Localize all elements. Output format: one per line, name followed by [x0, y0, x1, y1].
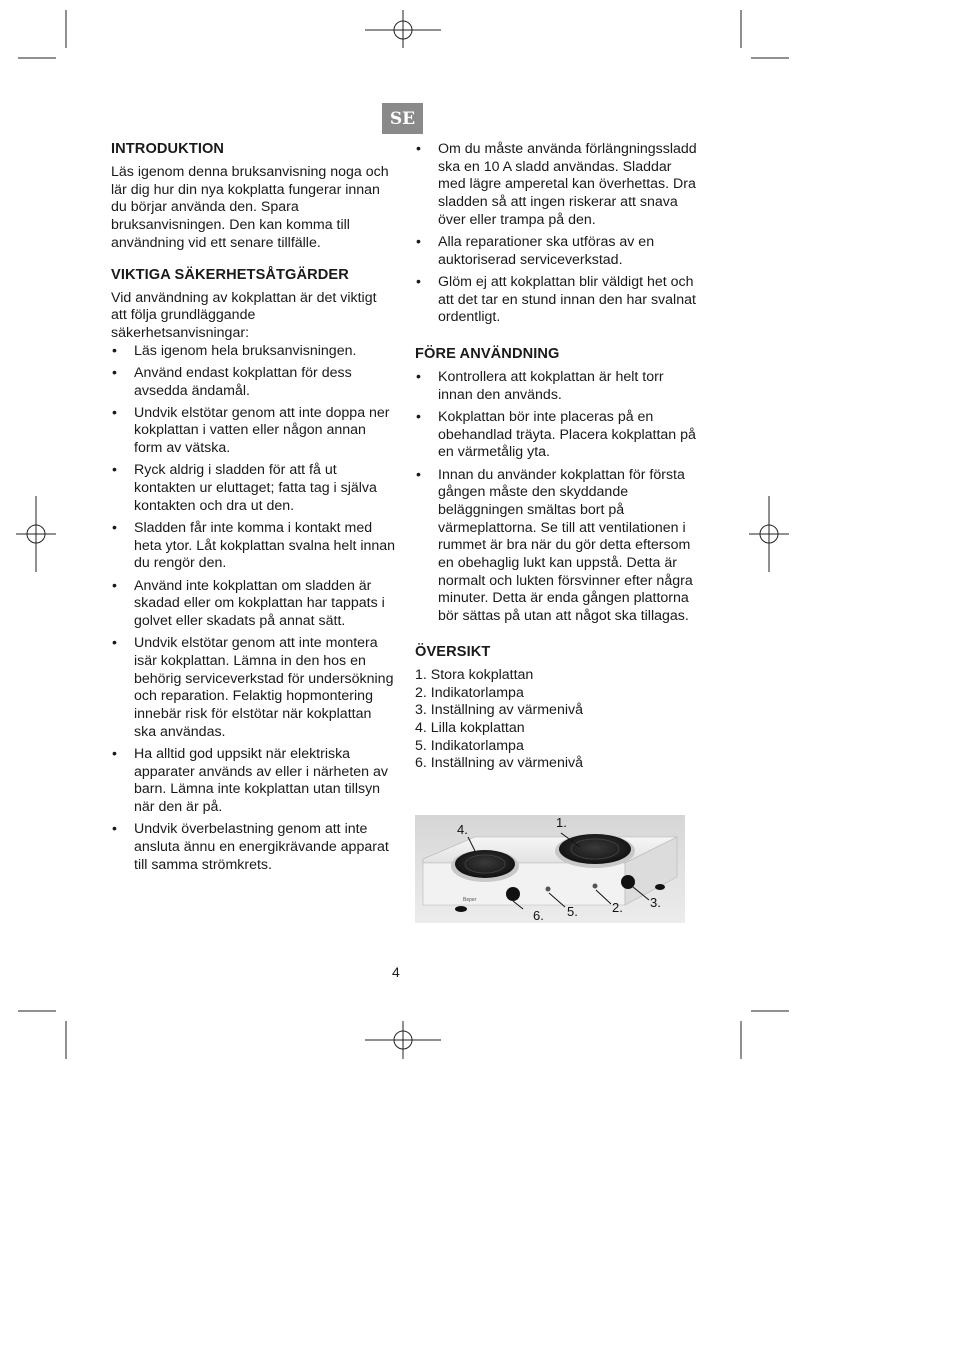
intro-section	[111, 140, 396, 253]
intro-text: Läs igenom denna bruksanvisning noga och lär dig hur din nya kokplatta fungerar innan du börjar använda den. Spara bruksanvisningen. Den kan komma till användning vid ett senare tillfälle.	[111, 164, 389, 251]
overview-section	[415, 643, 700, 773]
list-item: • Använd inte kokplattan om sladden är skadad eller om kokplattan har tappats i golvet eller skadats på annat sätt.	[112, 577, 385, 629]
bullet: •	[112, 342, 117, 359]
figure-label-6: 6.	[533, 908, 544, 923]
overview-heading: ÖVERSIKT	[415, 643, 491, 660]
right-indicator-lamp	[593, 884, 598, 889]
small-plate	[455, 850, 515, 878]
safety-list-continued	[415, 141, 700, 327]
registration-mark-top	[365, 10, 441, 48]
intro-heading: INTRODUKTION	[111, 141, 225, 157]
list-item: • Använd endast kokplattan för dess avsedda ändamål.	[112, 364, 352, 399]
right-column	[415, 140, 700, 786]
before-use-list	[415, 369, 700, 626]
before-use-section	[415, 345, 700, 626]
list-item: 6. Inställning av värmenivå	[415, 755, 583, 772]
bullet: •	[112, 404, 117, 421]
safety-list	[111, 343, 396, 875]
bullet: •	[416, 369, 421, 386]
list-item: 3. Inställning av värmenivå	[415, 702, 583, 719]
bullet: •	[112, 519, 117, 536]
list-item: • Innan du använder kokplattan för första gången måste den skyddande beläggningen smältas bort på värmeplattorna. Se till att ventilationen i rummet är bra när du gör detta eftersom en obehaglig lukt kan uppstå. Detta är normalt och lukten försvinner efter några minuter. Detta är enda gången plattorna bör sättas på utan att något ska tillagas.	[416, 466, 693, 625]
safety-heading: VIKTIGA SÄKERHETSÅTGÄRDER	[111, 266, 349, 283]
list-item: • Kontrollera att kokplattan är helt torr innan den används.	[416, 369, 664, 403]
figure-label-4: 4.	[457, 822, 468, 837]
bullet: •	[416, 466, 421, 483]
language-badge: SE	[382, 103, 423, 134]
registration-mark-left	[16, 496, 56, 572]
large-plate	[559, 834, 631, 864]
overview-list	[415, 667, 700, 773]
hotplate-illustration	[415, 815, 685, 923]
list-item: • Ryck aldrig i sladden för att få ut kontakten ur eluttaget; fatta tag i själva kontakten och dra ut den.	[112, 462, 377, 514]
left-knob	[506, 887, 520, 901]
safety-continued	[415, 141, 700, 327]
bullet: •	[416, 234, 421, 251]
right-knob	[621, 875, 635, 889]
brand-mark: Beper	[463, 897, 477, 903]
registration-mark-bottom	[365, 1021, 441, 1059]
list-item: • Alla reparationer ska utföras av en auktoriserad serviceverkstad.	[416, 234, 655, 268]
list-item: 1. Stora kokplattan	[415, 666, 534, 683]
list-item: 5. Indikatorlampa	[415, 737, 524, 754]
list-item: • Sladden får inte komma i kontakt med heta ytor. Låt kokplattan svalna helt innan du rengör den.	[112, 519, 396, 572]
left-indicator-lamp	[546, 887, 551, 892]
figure-label-2: 2.	[612, 900, 623, 915]
list-item: • Undvik elstötar genom att inte doppa ner kokplattan i vatten eller någon annan form av vätska.	[112, 404, 390, 457]
bullet: •	[112, 577, 117, 594]
bullet: •	[112, 821, 117, 838]
list-item: • Ha alltid god uppsikt när elektriska apparater används av eller i närheten av barn. Lämna inte kokplattan utan tillsyn när den är på.	[112, 745, 388, 815]
hotplate-figure	[415, 815, 685, 923]
safety-lead: Vid användning av kokplattan är det viktigt att följa grundläggande säkerhetsanvisningar:	[111, 289, 377, 341]
figure-label-3: 3.	[650, 895, 661, 910]
bullet: •	[416, 141, 421, 157]
list-item: • Glöm ej att kokplattan blir väldigt het och att det tar en stund innan den har svalnat ordentligt.	[416, 273, 696, 326]
bullet: •	[112, 462, 117, 479]
list-item: • Undvik elstötar genom att inte montera isär kokplattan. Lämna in den hos en behörig serviceverkstad för undersökning och reparation. Felaktig hopmontering innebär risk för elstötar när kokplattan ska användas.	[112, 635, 394, 740]
list-item: • Kokplattan bör inte placeras på en obehandlad träyta. Placera kokplattan på en värmetålig yta.	[416, 408, 696, 461]
list-item: 4. Lilla kokplattan	[415, 719, 525, 736]
bullet: •	[112, 635, 117, 652]
list-item: • Läs igenom hela bruksanvisningen.	[112, 342, 357, 359]
left-column	[111, 140, 396, 887]
bullet: •	[112, 745, 117, 762]
safety-section	[111, 266, 396, 875]
registration-mark-right	[749, 496, 789, 572]
before-use-heading: FÖRE ANVÄNDNING	[415, 346, 560, 363]
list-item: 2. Indikatorlampa	[415, 684, 524, 701]
page-number: 4	[392, 964, 400, 980]
list-item: • Om du måste använda förlängningssladd ska en 10 A sladd användas. Sladdar med lägre amperetal kan överhettas. Dra sladden så att ingen riskerar att snava över eller trampa på den.	[416, 141, 697, 228]
bullet: •	[416, 408, 421, 425]
bullet: •	[112, 364, 117, 381]
bullet: •	[416, 273, 421, 290]
figure-label-1: 1.	[556, 815, 567, 830]
figure-label-5: 5.	[567, 904, 578, 919]
list-item: • Undvik överbelastning genom att inte ansluta ännu en energikrävande apparat till samma strömkrets.	[112, 821, 389, 873]
